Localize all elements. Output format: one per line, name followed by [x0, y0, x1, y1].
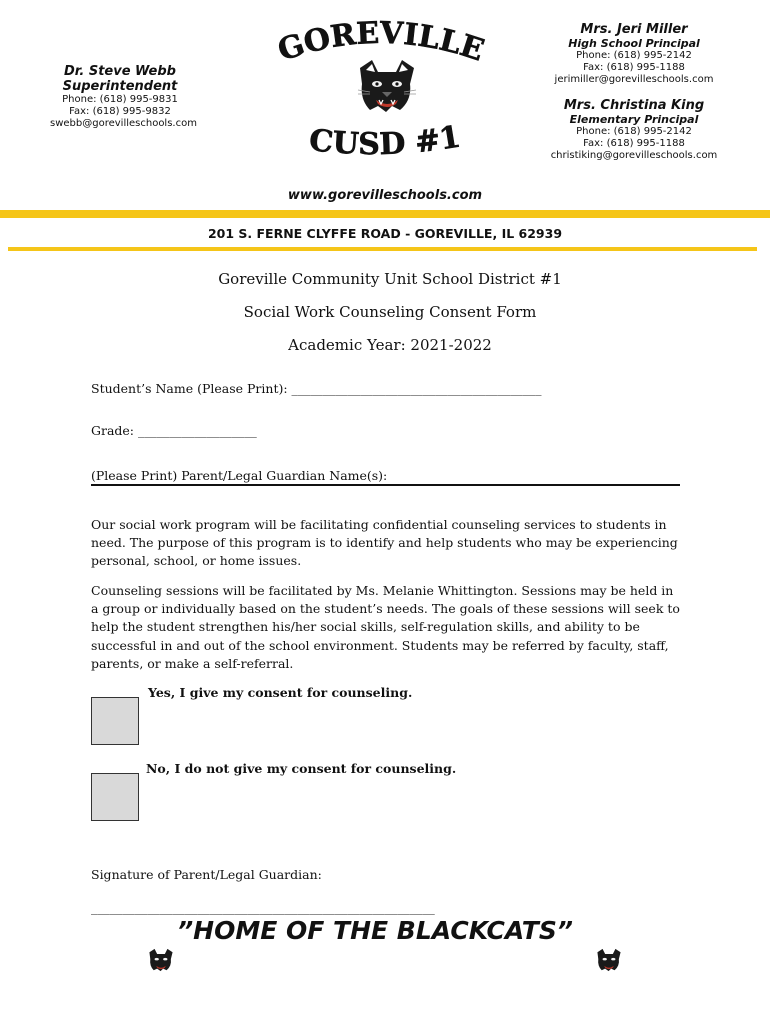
sessions-description: Counseling sessions will be facilitated by Ms. Melanie Whittington. Sessions may be held in a group or individually based on the student’s needs. The goals of these sessions will seek to help the student strengthen his/her social skills, self-regulation skills, and ability to be successful in and out of the school environment. Students may be referred by faculty, staff, parents, or make a self-referral. [91, 583, 680, 671]
parent-name-underline [91, 484, 680, 486]
signature-label: Signature of Parent/Legal Guardian: [91, 867, 322, 882]
superintendent-contact [50, 64, 197, 130]
consent-no-checkbox[interactable] [91, 773, 139, 821]
high-school-principal-name: Mrs. Jeri Miller [580, 22, 688, 37]
blackcat-footer-left-icon [146, 946, 176, 974]
elementary-phone: Phone: (618) 995-2142 [576, 126, 692, 137]
footer-motto: ”HOME OF THE BLACKCATS” [177, 916, 573, 945]
high-school-fax: Fax: (618) 995-1188 [583, 62, 685, 73]
form-title: Social Work Counseling Consent Form [243, 303, 537, 321]
cusd-logo-text [290, 118, 480, 170]
consent-yes-label: Yes, I give my consent for counseling. [148, 685, 413, 700]
yellow-divider-bottom [8, 247, 757, 251]
grade-field[interactable]: Grade: ___________________ [91, 423, 257, 438]
high-school-email: jerimiller@gorevilleschools.com [554, 74, 714, 85]
consent-yes-checkbox[interactable] [91, 697, 139, 745]
program-description: Our social work program will be facilitating confidential counseling services to students in need. The purpose of this program is to identify and help students who may be experiencing personal, school, or home issues. [91, 517, 678, 569]
parent-name-field[interactable]: (Please Print) Parent/Legal Guardian Name(s): [91, 468, 388, 483]
logo-top-text: GOREVILLE [273, 18, 489, 69]
school-website: www.gorevilleschools.com [287, 188, 483, 203]
school-address: 201 S. FERNE CLYFFE ROAD - GOREVILLE, IL 62939 [207, 226, 563, 241]
svg-text:CUSD #1 [307, 119, 463, 162]
elementary-fax: Fax: (618) 995-1188 [583, 138, 685, 149]
blackcat-footer-right-icon [594, 946, 624, 974]
high-school-contact [548, 22, 720, 86]
academic-year: Academic Year: 2021-2022 [288, 336, 492, 354]
high-school-phone: Phone: (618) 995-2142 [576, 50, 692, 61]
elementary-principal-title: Elementary Principal [569, 113, 699, 126]
superintendent-title: Superintendent [62, 79, 178, 94]
consent-no-label: No, I do not give my consent for counseling. [146, 761, 457, 776]
yellow-divider-top [0, 210, 770, 218]
elementary-contact [548, 98, 720, 162]
superintendent-phone: Phone: (618) 995-9831 [62, 94, 178, 105]
superintendent-email: swebb@gorevilleschools.com [50, 118, 197, 129]
elementary-email: christiking@gorevilleschools.com [550, 150, 718, 161]
student-name-field[interactable]: Student’s Name (Please Print): ________________________________________ [91, 381, 542, 396]
elementary-principal-name: Mrs. Christina King [563, 98, 705, 113]
blackcat-mascot-icon [352, 56, 422, 116]
superintendent-name: Dr. Steve Webb [64, 64, 176, 79]
logo-bottom-text: CUSD #1 [307, 119, 464, 163]
high-school-principal-title: High School Principal [568, 37, 700, 50]
district-title: Goreville Community Unit School District #1 [218, 270, 562, 288]
signature-line[interactable]: _______________________________________________________ [91, 900, 435, 915]
superintendent-fax: Fax: (618) 995-9832 [69, 106, 171, 117]
